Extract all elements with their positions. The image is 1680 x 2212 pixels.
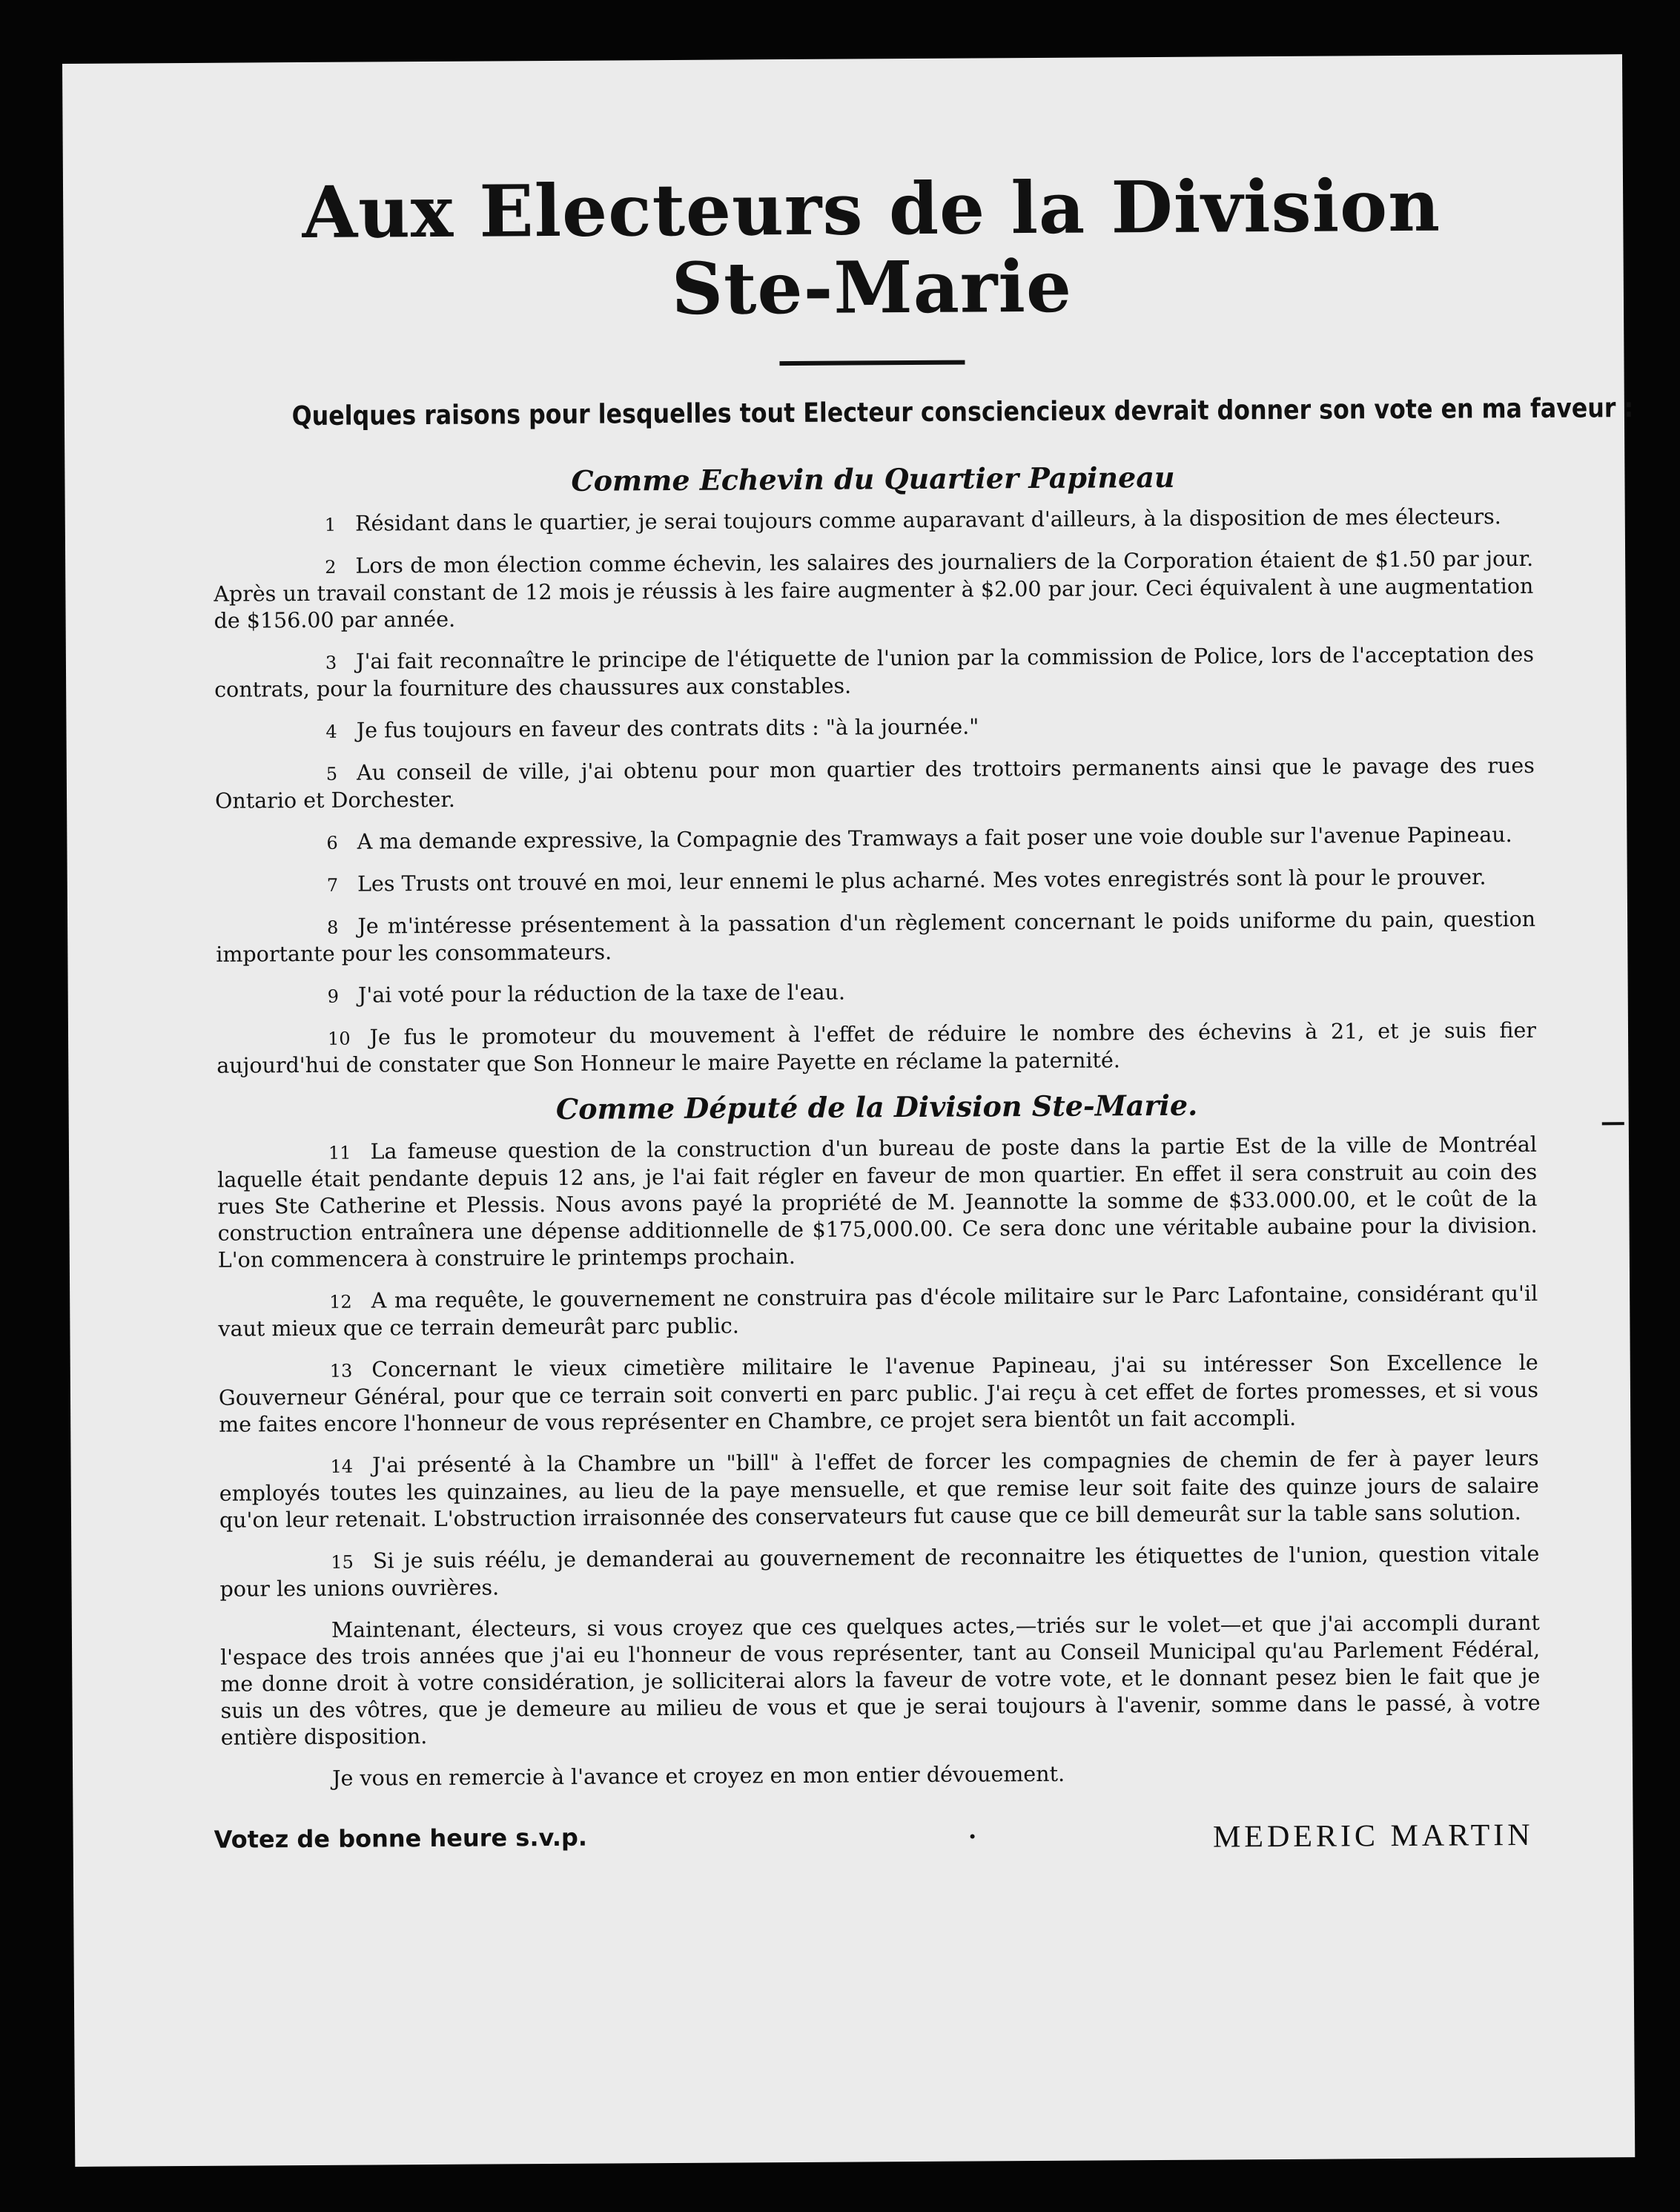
edge-mark-right — [1602, 1122, 1624, 1125]
poster-sheet — [62, 54, 1635, 2167]
paragraph-number: 6 — [326, 832, 338, 854]
numbered-paragraph — [216, 864, 1535, 899]
paragraph-number: 4 — [325, 721, 337, 743]
numbered-paragraph — [214, 641, 1534, 704]
paragraph-text: Résidant dans le quartier, je serai toujours comme auparavant d'ailleurs, à la disposition de mes électeurs. — [354, 504, 1501, 536]
numbered-paragraph — [214, 546, 1534, 635]
paragraph-text: J'ai voté pour la réduction de la taxe de l'eau. — [357, 980, 846, 1008]
poster-content — [211, 163, 1634, 1886]
numbered-paragraph — [215, 753, 1535, 815]
paragraph-number: 9 — [327, 986, 340, 1008]
numbered-paragraph — [219, 1445, 1539, 1534]
section-heading-depute: Comme Député de la Division Ste-Marie. — [555, 1088, 1198, 1126]
signature: MEDERIC MARTIN — [1212, 1818, 1534, 1855]
paragraph-text: J'ai fait reconnaître le principe de l'étiquette de l'union par la commission de Police, lors de l'acceptation des contrats, pour la fourniture des chaussures aux constables. — [214, 642, 1535, 702]
paragraph-number: 5 — [325, 763, 338, 785]
paragraph-number: 10 — [327, 1028, 351, 1050]
paragraph-text: J'ai présenté à la Chambre un "bill" à l'effet de forcer les compagnies de chemin de fer à payer leurs employés toutes les quinzaines, au lieu de la paye mensuelle, et que remise leur soit faite des quinze jours de salaire qu'on leur retenait. L'obstruction irraisonnée des conservateurs fut cause que ce bill demeurât sur la table sans solution. — [219, 1446, 1539, 1533]
numbered-paragraph — [218, 1281, 1538, 1343]
poster-subtitle: Quelques raisons pour lesquelles tout Electeur consciencieux devrait donner son vote en ma faveur : — [291, 393, 1634, 432]
poster-title: Aux Electeurs de la Division Ste-Marie — [302, 163, 1441, 331]
paragraph-number: 7 — [326, 874, 339, 897]
numbered-paragraph — [216, 1017, 1536, 1080]
paragraph-number: 2 — [325, 556, 337, 578]
paragraph-text: Je fus toujours en faveur des contrats dits : "à la journée." — [356, 714, 979, 743]
paragraph-text: A ma requête, le gouvernement ne construira pas d'école militaire sur le Parc Lafontaine, considérant qu'il vaut mieux que ce terrain demeurât parc public. — [218, 1281, 1538, 1341]
numbered-paragraph — [216, 975, 1536, 1011]
numbered-paragraph — [217, 1132, 1538, 1274]
paragraph-text: Si je suis réélu, je demanderai au gouvernement de reconnaitre les étiquettes de l'union, question vitale pour les unions ouvrières. — [219, 1542, 1540, 1602]
numbered-paragraph — [215, 822, 1535, 857]
paragraph-text: Je fus le promoteur du mouvement à l'effet de réduire le nombre des échevins à 21, et je suis fier aujourd'hui de constater que Son Honneur le maire Payette en réclame la paternité. — [216, 1018, 1537, 1078]
paragraph-text: Au conseil de ville, j'ai obtenu pour mon quartier des trottoirs permanents ainsi que le pavage des rues Ontario et Dorchester. — [214, 753, 1535, 813]
decorative-dot — [970, 1835, 975, 1839]
section-depute-items — [217, 1132, 1540, 1603]
numbered-paragraph — [219, 1350, 1539, 1439]
paragraph-number: 8 — [327, 917, 339, 939]
vote-early-note: Votez de bonne heure s.v.p. — [214, 1823, 588, 1854]
paragraph-number: 13 — [329, 1360, 353, 1382]
paragraph-number: 1 — [324, 514, 337, 536]
numbered-paragraph — [214, 504, 1533, 539]
paragraph-text: La fameuse question de la construction d'un bureau de poste dans la partie Est de la ville de Montréal laquelle était pendante depuis 12 ans, je l'ai fait régler en faveur de mon quartier. En effet il sera construit au coin des rues Ste Catherine et Plessis. Nous avons payé la propriété de M. Jeannotte la somme de $33.000.00, et le coût de la construction entraînera une dépense additionnelle de $175,000.00. Ce sera donc une véritable aubaine pour la division. L'on commencera à construire le printemps prochain. — [217, 1132, 1538, 1272]
paragraph-number: 3 — [325, 652, 337, 674]
numbered-paragraph — [214, 710, 1534, 746]
paragraph-text: Les Trusts ont trouvé en moi, leur ennemi le plus acharné. Mes votes enregistrés sont là pour le prouver. — [357, 865, 1486, 897]
paragraph-text: Je m'intéresse présentement à la passation d'un règlement concernant le poids uniforme du pain, question importante pour les consommateurs. — [216, 907, 1536, 967]
paragraph-number: 14 — [330, 1456, 354, 1478]
paragraph-number: 12 — [329, 1291, 352, 1313]
closing-paragraph: Maintenant, électeurs, si vous croyez que ces quelques actes,—triés sur le volet—et que j'ai accompli durant l'espace des trois années que j'ai eu l'honneur de vous représenter, tant au Conseil Municipal qu'au Parlement Fédéral, me donne droit à votre considération, je solliciterai alors la faveur de votre vote, et le donnant pesez bien le fait que je suis un des vôtres, que je demeure au milieu de vous et que je serai toujours à l'avenir, somme dans le passé, à votre entière disposition. — [220, 1611, 1541, 1750]
paragraph-text: Concernant le vieux cimetière militaire le l'avenue Papineau, j'ai su intéresser Son Excellence le Gouverneur Général, pour que ce terrain soit converti en parc public. J'ai reçu à cet effet de fortes promesses, et si vous me faites encore l'honneur de vous représenter en Chambre, ce projet sera bientôt un fait accompli. — [218, 1350, 1539, 1437]
section-echevin-items — [214, 504, 1537, 1080]
paragraph-number: 11 — [328, 1142, 351, 1164]
closing-thanks: Je vous en remercie à l'avance et croyez en mon entier dévouement. — [332, 1761, 1065, 1792]
numbered-paragraph — [219, 1541, 1539, 1603]
paragraph-text: A ma demande expressive, la Compagnie des Tramways a fait poser une voie double sur l'avenue Papineau. — [357, 822, 1512, 854]
numbered-paragraph — [216, 906, 1535, 968]
paragraph-text: Lors de mon élection comme échevin, les salaires des journaliers de la Corporation étaient de $1.50 par jour. Après un travail constant de 12 mois je réussis à les faire augmenter à $2.00 par jour. Ceci équivalent à une augmentation de $156.00 par année. — [214, 547, 1534, 633]
title-rule — [779, 360, 965, 366]
poster-footer — [214, 1812, 1541, 1886]
section-heading-echevin: Comme Echevin du Quartier Papineau — [571, 460, 1175, 498]
paragraph-number: 15 — [331, 1551, 354, 1574]
